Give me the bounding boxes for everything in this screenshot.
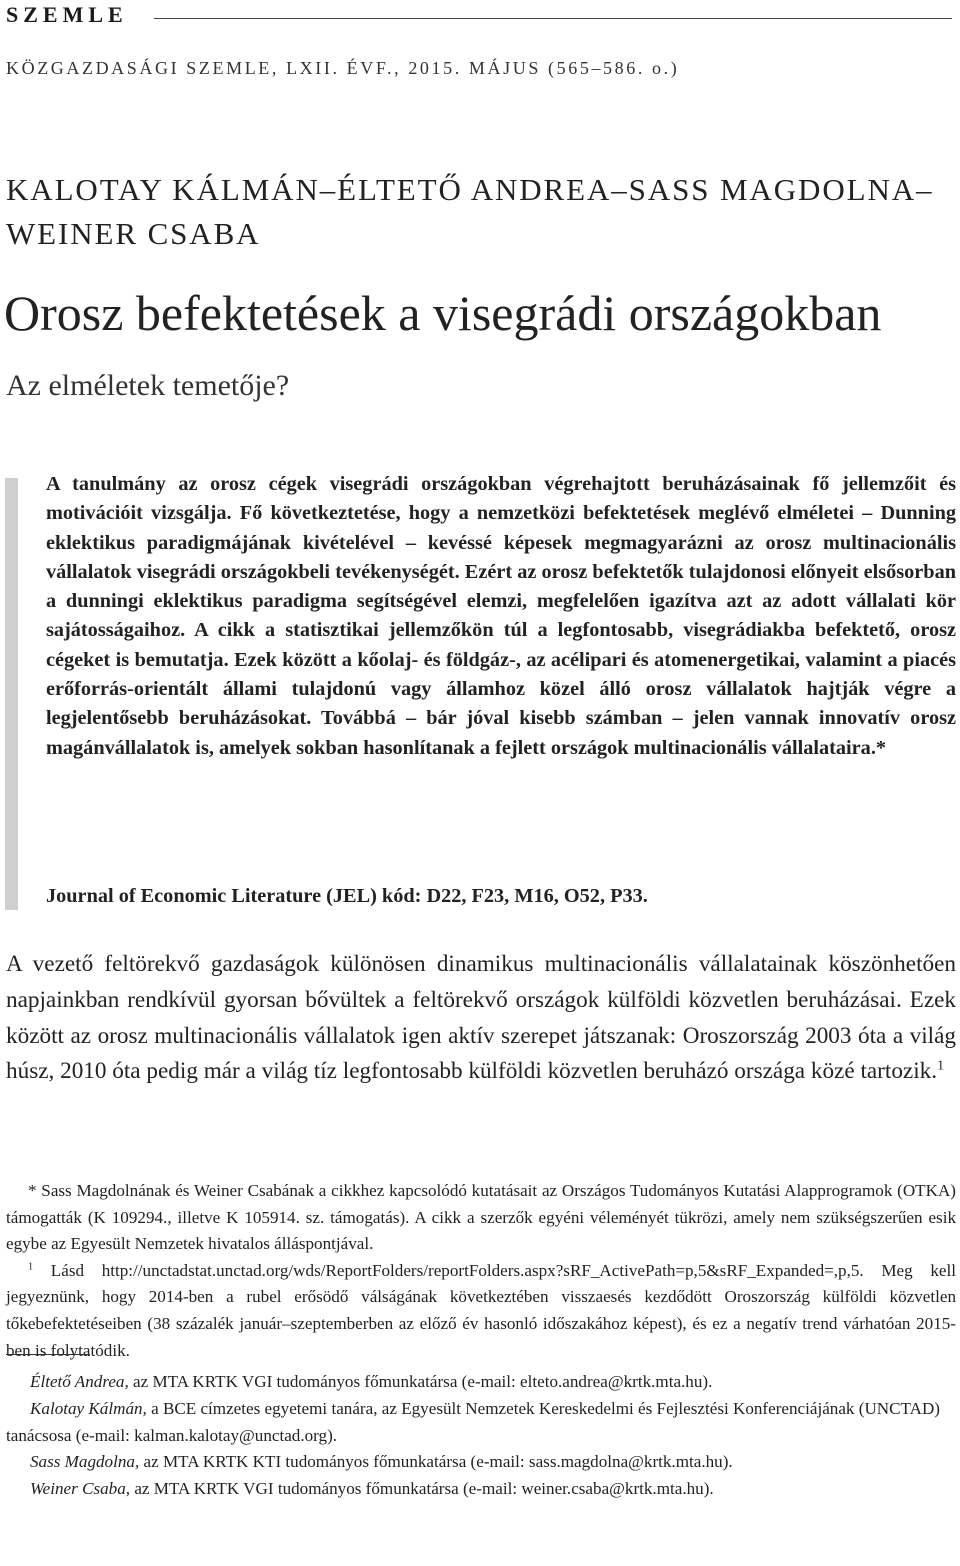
affiliation-text: az MTA KRTK KTI tudományos főmunkatársa (e-mail: sass.magdolna@krtk.mta.hu). xyxy=(139,1452,733,1472)
affiliation-item xyxy=(6,1449,956,1476)
affiliation-name: Weiner Csaba, xyxy=(30,1479,131,1499)
affiliation-rule xyxy=(6,1354,90,1355)
abstract-side-bar xyxy=(5,478,18,910)
section-rule xyxy=(154,18,952,19)
section-label: SZEMLE xyxy=(6,2,128,27)
abstract-text: A tanulmány az orosz cégek visegrádi országokban végrehajtott beruházásainak fő jellemzőit és motivációit vizsgálja. Fő következtetése, hogy a nemzetközi befektetések meglévő elméletei – Dunning eklektikus paradigmájának kivételével – kevéssé képesek megmagyarázni az orosz multinacionális vállalatok visegrádi országokbeli tevékenységét. Ezért az orosz befektetők tulajdonosi előnyeit elsősorban a dunningi eklektikus paradigma segítségével elemzi, megfelelően igazítva azt az adott vállalati kör sajátosságaihoz. A cikk a statisztikai jellemzőkön túl a legfontosabb, visegrádiakba befektető, orosz cégeket is bemutatja. Ezek között a kőolaj- és földgáz-, az acélipari és atomenergetikai, valamint a piacés erőforrás-orientált állami tulajdonú vagy államhoz közel álló orosz vállalatok hajtják végre a legjelentősebb beruházásokat. Továbbá – bár jóval kisebb számban – jelen vannak innovatív orosz magánvállalatok is, amelyek sokban hasonlítanak a fejlett országok multinacionális vállalataira.* xyxy=(46,473,956,759)
authors-line-1: KALOTAY KÁLMÁN–ÉLTETŐ ANDREA–SASS MAGDOLNA– xyxy=(6,172,934,207)
author-list xyxy=(6,168,956,256)
footnote-1 xyxy=(6,1258,956,1364)
affiliation-item xyxy=(6,1396,956,1450)
affiliation-name: Sass Magdolna, xyxy=(30,1452,140,1472)
affiliation-name: Kalotay Kálmán, xyxy=(30,1398,147,1418)
footnote-1-number: 1 xyxy=(28,1261,34,1273)
affiliation-text: az MTA KRTK VGI tudományos főmunkatársa (e-mail: elteto.andrea@krtk.mta.hu). xyxy=(128,1372,713,1391)
footnote-star: * Sass Magdolnának és Weiner Csabának a cikkhez kapcsolódó kutatásait az Országos Tudományos Kutatási Alapprogramok (OTKA) támogatták (K 109294., illetve K 105914. sz. támogatás). A cikk a szerzők egyéni véleményét tükrözi, amely nem szükségszerűen esik egybe az Egyesült Nemzetek hivatalos álláspontjával. xyxy=(6,1181,956,1254)
journal-citation: KÖZGAZDASÁGI SZEMLE, LXII. ÉVF., 2015. MÁJUS (565–586. o.) xyxy=(6,58,680,78)
article-title: Orosz befektetések a visegrádi országokban xyxy=(4,285,882,341)
body-paragraph-text: A vezető feltörekvő gazdaságok különösen dinamikus multinacionális vállalatainak köszönhetően napjainkban rendkívül gyorsan bővültek a feltörekvő országok külföldi közvetlen beruházásai. Ezek között az orosz multinacionális vállalatok igen aktív szerepet játszanak: Oroszország 2003 óta a világ húsz, 2010 óta pedig már a világ tíz legfontosabb külföldi közvetlen beruházó országa közé tartozik. xyxy=(6,951,956,1085)
section-header xyxy=(6,0,956,30)
affiliation-text: az MTA KRTK VGI tudományos főmunkatársa (e-mail: weiner.csaba@krtk.mta.hu). xyxy=(130,1479,714,1499)
article-subtitle: Az elméletek temetője? xyxy=(6,369,290,402)
body-paragraph xyxy=(6,947,956,1090)
author-affiliations xyxy=(6,1369,956,1503)
footnote-ref-1[interactable]: 1 xyxy=(937,1058,945,1074)
footnotes xyxy=(6,1178,956,1364)
affiliation-item xyxy=(6,1369,956,1396)
footnote-1-text: Lásd http://unctadstat.unctad.org/wds/ReportFolders/reportFolders.aspx?sRF_ActivePath=p,5&sRF_Expanded=,p,5. Meg kell jegyeznünk, hogy 2014-ben a rubel erősödő válságának következtében visszaesés kezdődött Oroszország külföldi közvetlen tőkebefektetéseiben (38 százalék január–szeptemberben az előző év hasonló időszakához képest), és ez a negatív trend várhatóan 2015-ben is folytatódik. xyxy=(6,1260,956,1360)
authors-line-2: WEINER CSABA xyxy=(6,216,261,251)
affiliation-item xyxy=(6,1476,956,1503)
affiliation-name: Éltető Andrea, xyxy=(30,1372,129,1391)
affiliation-text: a BCE címzetes egyetemi tanára, az Egyesült Nemzetek Kereskedelmi és Fejlesztési Konferenciájának (UNCTAD) tanácsosa (e-mail: kalman.kalotay@unctad.org). xyxy=(6,1398,940,1445)
jel-codes: Journal of Economic Literature (JEL) kód: D22, F23, M16, O52, P33. xyxy=(46,885,648,907)
